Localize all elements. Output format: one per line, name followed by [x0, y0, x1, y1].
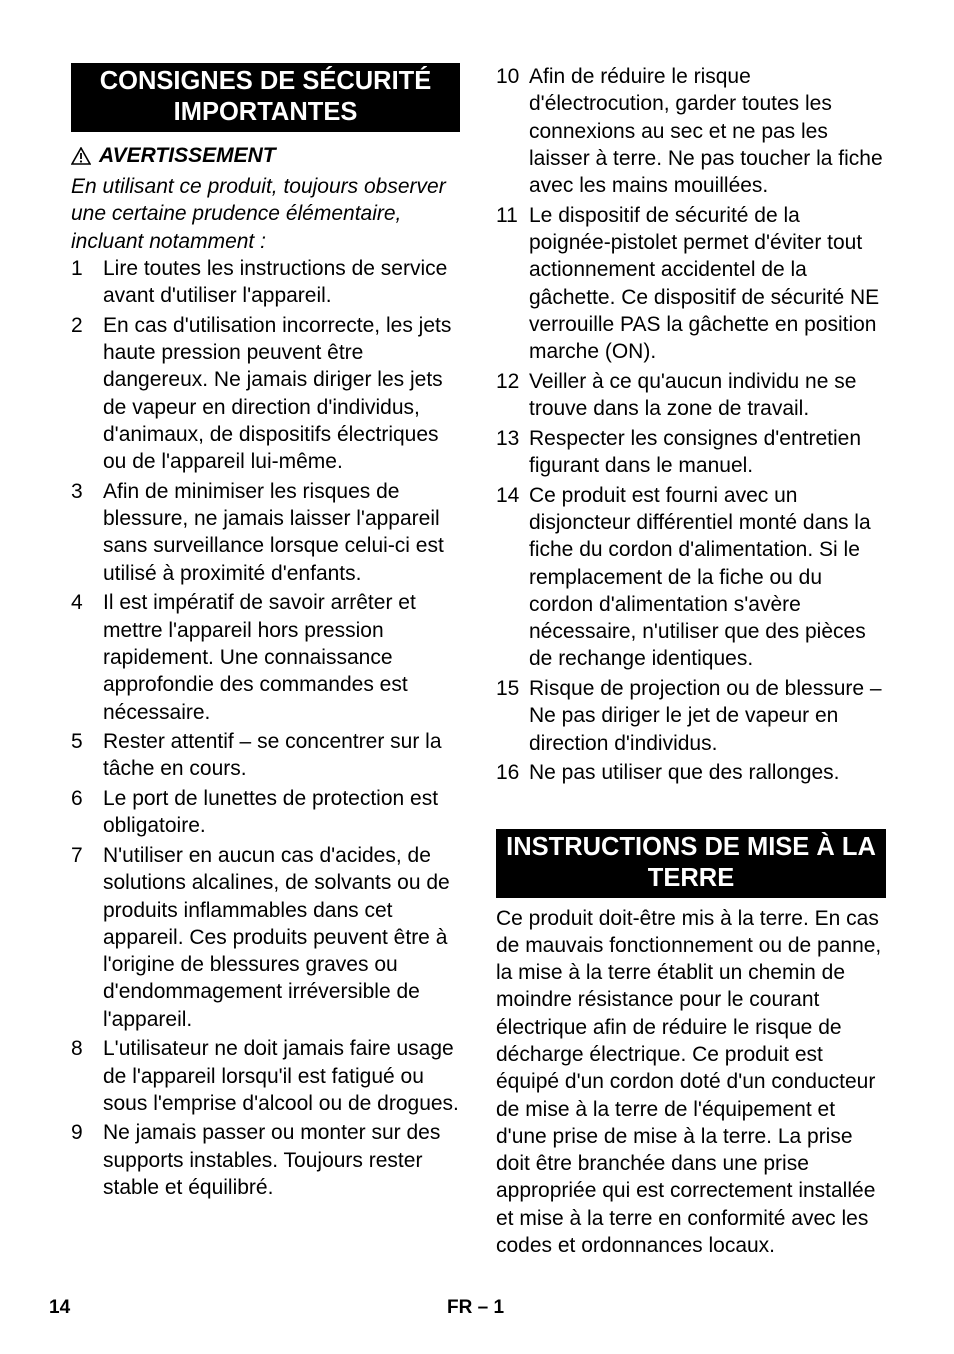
list-item: [71, 842, 460, 1033]
list-item-number: 4: [71, 591, 83, 615]
list-item-number: 11: [496, 203, 518, 227]
grounding-heading: INSTRUCTIONS DE MISE À LA TERRE: [496, 829, 886, 898]
safety-list-right: [496, 63, 886, 787]
list-item: [71, 728, 460, 783]
list-item: [71, 1035, 460, 1117]
list-item-number: 1: [71, 256, 83, 280]
list-item-text: Le port de lunettes de protection est obligatoire.: [103, 787, 439, 838]
list-item-text: Veiller à ce qu'aucun individu ne se trouve dans la zone de travail.: [529, 369, 857, 421]
list-item: [496, 759, 886, 786]
list-item: [496, 675, 886, 757]
list-item-text: Rester attentif – se concentrer sur la tâche en cours.: [103, 730, 442, 781]
list-item-text: Ce produit est fourni avec un disjoncteur différentiel monté dans la fiche du cordon d'alimentation. Si le remplacement de la fiche ou du cordon d'alimentation s'avère nécessaire, n'utiliser que des pièces de rechange identiques.: [529, 483, 871, 671]
warning-intro: En utilisant ce produit, toujours observer une certaine prudence élémentaire, incluant notamment :: [71, 175, 446, 253]
left-column: [71, 63, 460, 1204]
list-item-number: 10: [496, 65, 520, 88]
list-item-number: 2: [71, 313, 83, 337]
safety-list-left: [71, 255, 460, 1201]
list-item-number: 16: [496, 761, 520, 785]
list-item-text: L'utilisateur ne doit jamais faire usage de l'appareil lorsqu'il est fatigué ou sous l'emprise d'alcool ou de drogues.: [103, 1037, 459, 1115]
list-item: [71, 255, 460, 310]
list-item-text: Afin de minimiser les risques de blessure, ne jamais laisser l'appareil sans surveillance lorsque celui-ci est utilisé à proximité d'enfants.: [103, 479, 444, 585]
list-item-number: 13: [496, 426, 520, 450]
list-item: [496, 425, 886, 480]
list-item-number: 9: [71, 1121, 83, 1145]
list-item-text: Respecter les consignes d'entretien figurant dans le manuel.: [529, 426, 862, 478]
list-item-text: Ne pas utiliser que des rallonges.: [529, 761, 840, 785]
list-item-number: 7: [71, 843, 83, 867]
grounding-paragraph: Ce produit doit-être mis à la terre. En cas de mauvais fonctionnement ou de panne, la mise à la terre établit un chemin de moindre résistance pour le courant électrique afin de réduire le risque de décharge électrique. Ce produit est équipé d'un cordon doté d'un conducteur de mise à la terre de l'équipement et d'une prise de mise à la terre. La prise doit être branchée dans une prise appropriée qui est correctement installée et mise à la terre en conformité avec les codes et ordonnances locaux.: [496, 906, 882, 1258]
list-item-text: Il est impératif de savoir arrêter et mettre l'appareil hors pression rapidement. Une connaissance approfondie des commandes est nécessaire.: [103, 591, 416, 724]
list-item-text: Lire toutes les instructions de service avant d'utiliser l'appareil.: [103, 256, 448, 308]
list-item: [496, 368, 886, 423]
list-item-text: Risque de projection ou de blessure – Ne pas diriger le jet de vapeur en direction d'individus.: [529, 677, 882, 755]
safety-heading: CONSIGNES DE SÉCURITÉ IMPORTANTES: [71, 63, 460, 132]
list-item-number: 3: [71, 479, 83, 503]
list-item: [71, 785, 460, 840]
list-item-number: 12: [496, 369, 520, 393]
list-item-text: Afin de réduire le risque d'électrocution, garder toutes les connexions au sec et ne pas les laisser à terre. Ne pas toucher la fiche avec les mains mouillées.: [529, 65, 883, 198]
list-item-number: 14: [496, 483, 520, 507]
page-number: 14: [49, 1297, 71, 1318]
language-page-label: FR – 1: [447, 1297, 505, 1318]
warning-title: AVERTISSEMENT: [99, 144, 276, 167]
right-column: [496, 63, 886, 1259]
list-item: [71, 312, 460, 476]
list-item-text: Ne jamais passer ou monter sur des supports instables. Toujours rester stable et équilibré.: [103, 1121, 441, 1200]
list-item-number: 8: [71, 1037, 83, 1061]
list-item: [496, 482, 886, 673]
list-item-text: Le dispositif de sécurité de la poignée-pistolet permet d'éviter tout actionnement accidentel de la gâchette. Ce dispositif de sécurité NE verrouille PAS la gâchette en position marche (ON).: [529, 203, 880, 364]
list-item-number: 5: [71, 730, 83, 754]
list-item-text: N'utiliser en aucun cas d'acides, de solutions alcalines, de solvants ou de produits inflammables dans cet appareil. Ces produits peuvent être à l'origine de blessures graves ou d'endommagement irréversible de l'appareil.: [103, 843, 450, 1031]
list-item-number: 6: [71, 787, 83, 811]
list-item: [71, 478, 460, 587]
list-item: [496, 63, 886, 199]
warning-title-row: [71, 142, 460, 169]
warning-triangle-icon: [71, 147, 91, 165]
list-item: [71, 1119, 460, 1201]
list-item-text: En cas d'utilisation incorrecte, les jets haute pression peuvent être dangereux. Ne jamais diriger les jets de vapeur en direction d'individus, d'animaux, de dispositifs électriques ou de l'appareil lui-même.: [103, 313, 452, 474]
list-item: [71, 589, 460, 725]
list-item: [496, 202, 886, 366]
list-item-number: 15: [496, 677, 520, 701]
